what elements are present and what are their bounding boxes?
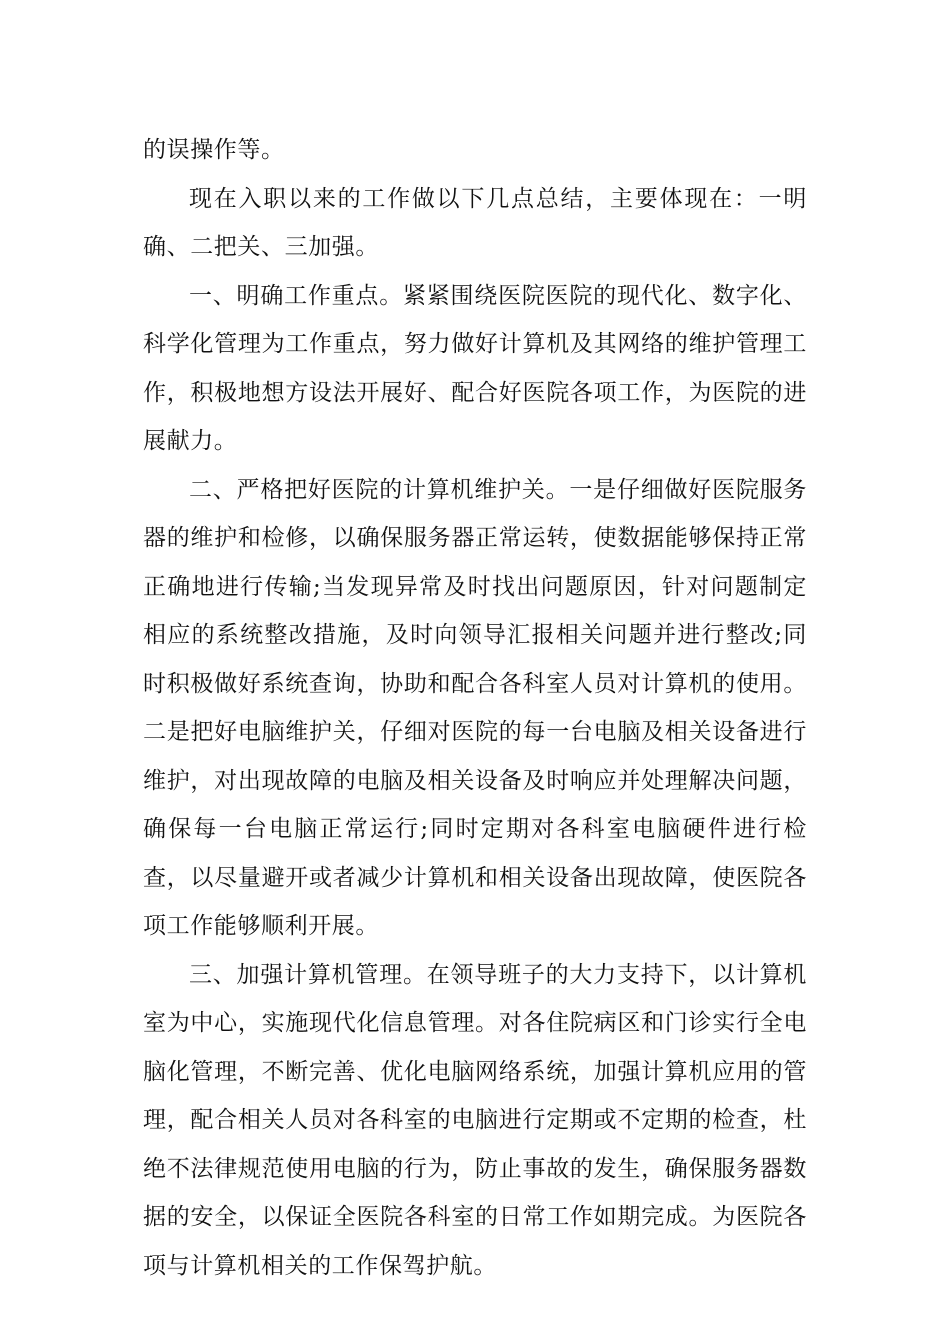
paragraph-continuation: 的误操作等。 — [143, 137, 285, 163]
paragraph-section-one: 一、明确工作重点。紧紧围绕医院医院的现代化、数字化、科学化管理为工作重点，努力做好计算机及其网络的维护管理工作，积极地想方设法开展好、配合好医院各项工作，为医院的进展献力。 — [143, 282, 807, 454]
paragraph-section-two: 二、严格把好医院的计算机维护关。一是仔细做好医院服务器的维护和检修，以确保服务器正常运转，使数据能够保持正常正确地进行传输;当发现异常及时找出问题原因，针对问题制定相应的系统整改措施，及时向领导汇报相关问题并进行整改;同时积极做好系统查询，协助和配合各科室人员对计算机的使用。二是把好电脑维护关，仔细对医院的每一台电脑及相关设备进行维护，对出现故障的电脑及相关设备及时响应并处理解决问题，确保每一台电脑正常运行;同时定期对各科室电脑硬件进行检查，以尽量避开或者减少计算机和相关设备出现故障，使医院各项工作能够顺利开展。 — [143, 476, 807, 939]
paragraph-summary-intro: 现在入职以来的工作做以下几点总结，主要体现在：一明确、二把关、三加强。 — [143, 185, 807, 260]
document-body — [143, 126, 807, 1290]
paragraph-section-three: 三、加强计算机管理。在领导班子的大力支持下，以计算机室为中心，实施现代化信息管理。对各住院病区和门诊实行全电脑化管理，不断完善、优化电脑网络系统，加强计算机应用的管理，配合相关人员对各科室的电脑进行定期或不定期的检查，杜绝不法律规范使用电脑的行为，防止事故的发生，确保服务器数据的安全，以保证全医院各科室的日常工作如期完成。为医院各项与计算机相关的工作保驾护航。 — [143, 961, 807, 1279]
